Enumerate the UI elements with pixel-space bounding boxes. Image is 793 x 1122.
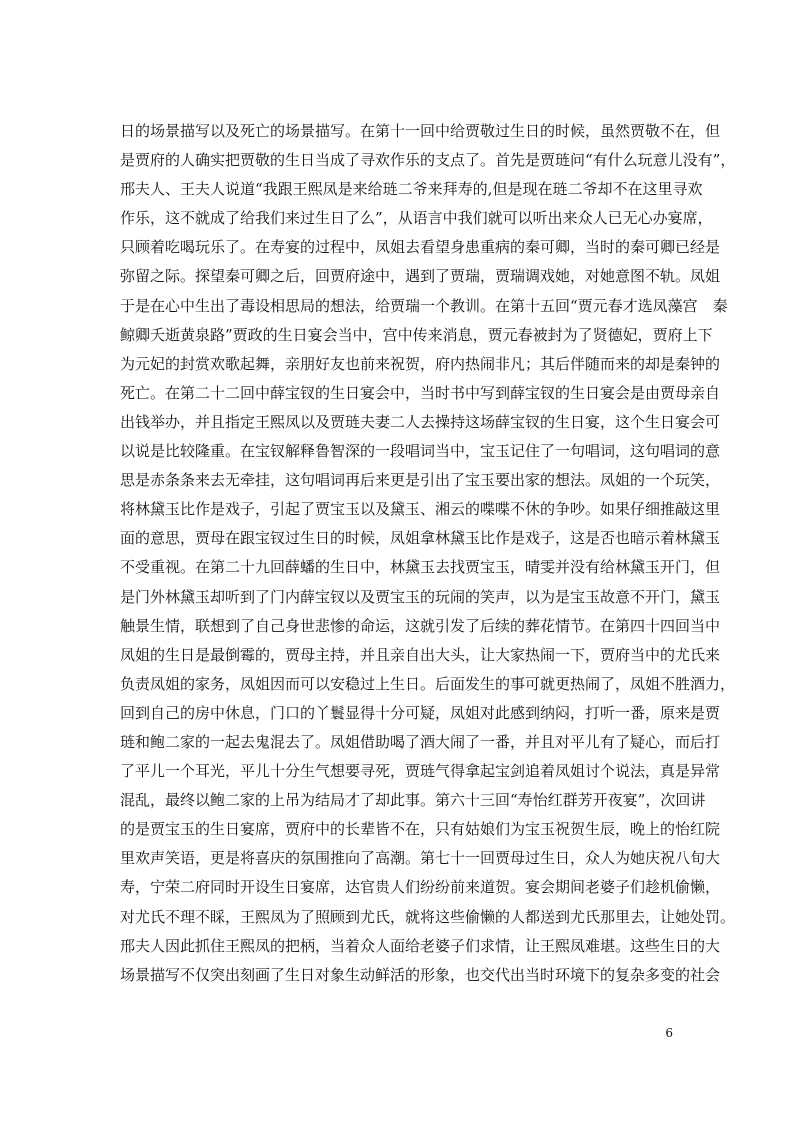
- text-line: 是贾府的人确实把贾敬的生日当成了寻欢作乐的支点了。首先是贾琏问“有什么玩意儿没有”，: [120, 151, 736, 170]
- page-number: 6: [665, 1026, 673, 1040]
- text-line: 出钱举办，并且指定王熙凤以及贾琏夫妻二人去操持这场薛宝钗的生日宴，这个生日宴会可: [120, 412, 721, 431]
- text-line: 不受重视。在第二十九回薛蟠的生日中，林黛玉去找贾宝玉，晴雯并没有给林黛玉开门，但: [120, 558, 721, 577]
- text-line: 面的意思，贾母在跟宝钗过生日的时候，凤姐拿林黛玉比作是戏子，这是否也暗示着林黛玉: [120, 529, 721, 548]
- text-line: 鲸卿夭逝黄泉路”贾政的生日宴会当中，宫中传来消息，贾元春被封为了贤德妃，贾府上下: [120, 325, 713, 344]
- text-line: 于是在心中生出了毒设相思局的想法，给贾瑞一个教训。在第十五回“贾元春才选凤藻宫 秦: [120, 296, 728, 315]
- text-line: 混乱，最终以鲍二家的上吊为结局才了却此事。第六十三回“寿怡红群芳开夜宴”，次回讲: [120, 791, 706, 810]
- text-line: 只顾着吃喝玩乐了。在寿宴的过程中，凤姐去看望身患重病的秦可卿，当时的秦可卿已经是: [120, 238, 721, 257]
- text-line: 思是赤条条来去无牵挂，这句唱词再后来更是引出了宝玉要出家的想法。凤姐的一个玩笑，: [120, 471, 721, 490]
- text-line: 触景生情，联想到了自己身世悲惨的命运，这就引发了后续的葬花情节。在第四十四回当中: [120, 616, 721, 635]
- text-line: 作乐，这不就成了给我们来过生日了么”，从语言中我们就可以听出来众人已无心办宴席，: [120, 209, 713, 228]
- text-line: 凤姐的生日是最倒霉的，贾母主持，并且亲自出大头，让大家热闹一下，贾府当中的尤氏来: [120, 645, 721, 664]
- text-line: 的是贾宝玉的生日宴席，贾府中的长辈皆不在，只有姑娘们为宝玉祝贺生辰，晚上的怡红院: [120, 820, 721, 839]
- text-line: 日的场景描写以及死亡的场景描写。在第十一回中给贾敬过生日的时候，虽然贾敬不在，但: [120, 122, 721, 140]
- text-line: 为元妃的封赏欢歌起舞，亲朋好友也前来祝贺，府内热闹非凡；其后伴随而来的却是秦钟的: [120, 354, 721, 373]
- text-line: 了平儿一个耳光，平儿十分生气想要寻死，贾琏气得拿起宝剑追着凤姐讨个说法，真是异常: [120, 762, 721, 781]
- text-line: 死亡。在第二十二回中薛宝钗的生日宴会中，当时书中写到薛宝钗的生日宴会是由贾母亲自: [120, 383, 721, 402]
- text-line: 以说是比较隆重。在宝钗解释鲁智深的一段唱词当中，宝玉记住了一句唱词，这句唱词的意: [120, 442, 721, 461]
- text-line: 回到自己的房中休息，门口的丫鬟显得十分可疑，凤姐对此感到纳闷，打听一番，原来是贾: [120, 703, 721, 722]
- body-paragraph: [120, 117, 736, 990]
- text-line: 寿，宁荣二府同时开设生日宴席，达官贵人们纷纷前来道贺。宴会期间老婆子们趁机偷懒，: [120, 878, 721, 897]
- text-line: 对尤氏不理不睬，王熙凤为了照顾到尤氏，就将这些偷懒的人都送到尤氏那里去，让她处罚。: [120, 907, 736, 926]
- text-line: 将林黛玉比作是戏子，引起了贾宝玉以及黛玉、湘云的喋喋不休的争吵。如果仔细推敲这里: [120, 500, 721, 519]
- text-line: 场景描写不仅突出刻画了生日对象生动鲜活的形象，也交代出当时环境下的复杂多变的社会: [120, 965, 721, 984]
- text-line: 邢夫人、王夫人说道“我跟王熙凤是来给琏二爷来拜寿的,但是现在琏二爷却不在这里寻欢: [120, 180, 703, 199]
- text-line: 弥留之际。探望秦可卿之后，回贾府途中，遇到了贾瑞，贾瑞调戏她，对她意图不轨。凤姐: [120, 267, 721, 286]
- text-line: 里欢声笑语，更是将喜庆的氛围推向了高潮。第七十一回贾母过生日，众人为她庆祝八旬大: [120, 849, 721, 868]
- text-line: 负责凤姐的家务，凤姐因而可以安稳过上生日。后面发生的事可就更热闹了，凤姐不胜酒力，: [120, 674, 736, 693]
- text-line: 邢夫人因此抓住王熙凤的把柄，当着众人面给老婆子们求情，让王熙凤难堪。这些生日的大: [120, 936, 721, 955]
- text-line: 琏和鲍二家的一起去鬼混去了。凤姐借助喝了酒大闹了一番，并且对平儿有了疑心，而后打: [120, 732, 721, 751]
- text-line: 是门外林黛玉却听到了门内薛宝钗以及贾宝玉的玩闹的笑声，以为是宝玉故意不开门，黛玉: [120, 587, 721, 606]
